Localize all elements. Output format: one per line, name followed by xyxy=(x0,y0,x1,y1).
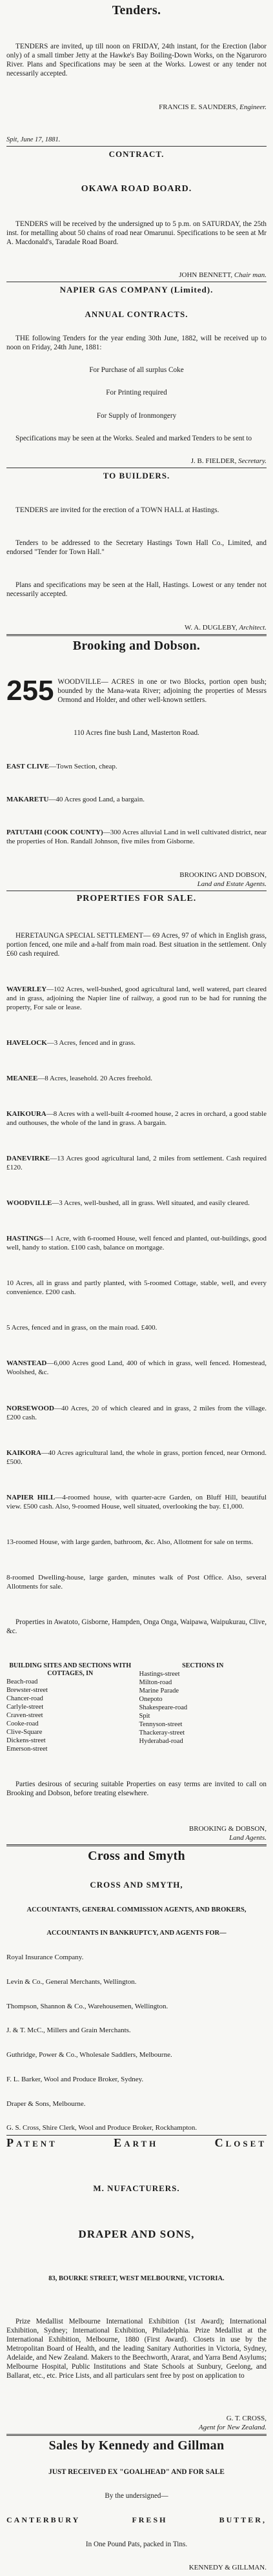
street-item: Cooke-road xyxy=(6,1720,39,1727)
street-item: Carlyle-street xyxy=(6,1703,44,1711)
agency-item: G. S. Cross, Shire Clerk, Wool and Produce Broker, Rockhampton. xyxy=(6,2124,197,2132)
lot-item: HAVELOCK—3 Acres, fenced and in grass. xyxy=(6,1038,136,1047)
lot-item: NAPIER HILL—4-roomed house, with quarter-acre Garden, on Bluff Hill, beautiful view. £500 cash. Also, 9-roomed House, well situated, overlooking the bay. £1,000. xyxy=(6,1493,267,1510)
lot-item: 5 Acres, fenced and in grass, on the main road. £400. xyxy=(6,1324,157,1332)
lot-item: 13-roomed House, with large garden, bathroom, &c. Also, Allotment for sale on terms. xyxy=(6,1538,254,1546)
gas-note: Specifications may be seen at the Works. Sealed and marked Tenders to be sent to xyxy=(15,435,252,442)
street-item: Spit xyxy=(139,1712,150,1720)
lot-item: WAVERLEY—102 Acres, well-bushed, good agricultural land, well watered, part cleared and in grass, adjoining the Napier line of railway, a good run to be had for running the property, For sale or lease. xyxy=(6,985,267,1011)
lot-item: 8-roomed Dwelling-house, large garden, minutes walk of Post Office. Also, several Allotments for sale. xyxy=(6,1573,267,1591)
okawa-heading: OKAWA ROAD BOARD. xyxy=(81,184,192,194)
divider xyxy=(6,146,267,147)
builders-body-3: Plans and specifications may be seen at the Hall, Hastings. Lowest or any tender not necessarily accepted. xyxy=(6,581,267,599)
agency-item: F. L. Barker, Wool and Produce Broker, Sydney. xyxy=(6,2075,144,2083)
patent-signature: G. T. CROSS, Agent for New Zealand. xyxy=(198,2414,267,2431)
column-heading: BUILDING SITES AND SECTIONS WITH COTTAGES, IN xyxy=(9,1662,132,1677)
cross-firm: CROSS AND SMYTH, xyxy=(90,1879,183,1890)
kennedy-heading: Sales by Kennedy and Gillman xyxy=(48,2438,225,2453)
street-item: Dickens-street xyxy=(6,1736,46,1744)
agency-item: Thompson, Shannon & Co., Warehousemen, Wellington. xyxy=(6,2002,168,2010)
street-item: Thackeray-street xyxy=(139,1729,185,1736)
cross-notice xyxy=(6,1848,267,2132)
gas-body: THE following Tenders for the year ending 30th June, 1882, will be received up to noon on Friday, 24th June, 1881: xyxy=(6,334,267,351)
street-item: Hastings-street xyxy=(139,1670,180,1678)
divider xyxy=(6,1844,267,1846)
brooking-extra: 110 Acres fine bush Land, Masterton Road. xyxy=(74,729,199,737)
towns-line: Properties in Awatoto, Gisborne, Hampden, Onga Onga, Waipawa, Waipukurau, Clive, &c. xyxy=(6,1618,267,1635)
cross-heading: Cross and Smyth xyxy=(88,1849,185,1864)
agency-item: Royal Insurance Company. xyxy=(6,1953,84,1962)
properties-heading: PROPERTIES FOR SALE. xyxy=(76,893,197,903)
gas-item: For Purchase of all surplus Coke xyxy=(89,366,184,375)
street-item: Beach-road xyxy=(6,1678,38,1685)
gas-signature: J. B. FIELDER, Secretary. xyxy=(190,457,267,466)
kennedy-line-1: JUST RECEIVED EX "GOALHEAD" AND FOR SALE xyxy=(48,2468,225,2477)
brooking-signature: BROOKING AND DOBSON, Land and Estate Agents. xyxy=(179,871,267,888)
lot-item: KAIKORA—40 Acres agricultural land, the whole in grass, portion fenced, near Ormond. £500. xyxy=(6,1448,267,1466)
street-item: Onepoto xyxy=(139,1695,163,1703)
sections-column-left xyxy=(6,1662,134,1753)
gas-item: For Supply of Ironmongery xyxy=(96,411,177,420)
lot-item: HASTINGS—1 Acre, with 6-roomed House, well fenced and planted, out-buildings, good well, handy to station. £100 cash, balance on mortgage. xyxy=(6,1235,267,1252)
lot-item: WOODVILLE—3 Acres, well-bushed, all in grass. Well situated, and easily cleared. xyxy=(6,1199,250,1208)
cross-line-2: ACCOUNTANTS IN BANKRUPTCY, AND AGENTS FOR— xyxy=(46,1930,227,1937)
tenders-body: TENDERS are invited, up till noon on FRIDAY, 24th instant, for the Erection (labor only) of a small timber Jetty at the Hawke's Bay Boiling-Down Works, on the Ngaruroro River. Plans and Specifications may be seen at the Works. Lowest or any tender not necessarily accepted. xyxy=(6,43,267,78)
builders-body-2: Tenders to be addressed to the Secretary Hastings Town Hall Co., Limited, and endorsed "Tender for Town Hall." xyxy=(6,539,267,557)
draper-heading: DRAPER AND SONS, xyxy=(78,2228,195,2241)
agency-item: Levin & Co., General Merchants, Wellington. xyxy=(6,1977,137,1986)
contract-signature: JOHN BENNETT, Chair man. xyxy=(179,271,267,279)
acreage-number: 255 xyxy=(6,675,54,707)
contract-body: TENDERS will be received by the undersigned up to 5 p.m. on SATURDAY, the 25th inst. for metalling about 50 chains of road near Omarunui. Specifications to be seen at Mr A. Macdonald's, Taradale Road Board. xyxy=(6,220,267,246)
street-list xyxy=(6,1678,134,1753)
tenders-notice xyxy=(6,3,267,144)
lot-item: MEANEE—8 Acres, leasehold. 20 Acres freehold. xyxy=(6,1075,153,1083)
gas-heading: NAPIER GAS COMPANY (Limited). xyxy=(59,285,214,295)
cross-line-1: ACCOUNTANTS, GENERAL COMMISSION AGENTS, AND BROKERS, xyxy=(26,1906,247,1913)
gas-item: For Printing required xyxy=(106,389,167,397)
lot-item: KAIKOURA—8 Acres with a well-built 4-roomed house, 2 acres in orchard, a good stable and outhouses, the whole of the land in grass. A bargain. xyxy=(6,1110,267,1128)
lot-item: NORSEWOOD—40 Acres, 20 of which cleared and in grass, 2 miles from the village. £200 cash. xyxy=(6,1404,267,1421)
builders-signature: W. A. DUGLEBY, Architect. xyxy=(184,623,267,632)
divider xyxy=(6,2135,267,2136)
brooking-notice xyxy=(6,638,267,889)
properties-footer: Parties desirous of securing suitable Properties on easy terms are invited to call on Brooking and Dobson, before treating elsewhere. xyxy=(6,1780,267,1797)
lot-item: DANEVIRKE—13 Acres good agricultural land, 2 miles from settlement. Cash required £120. xyxy=(6,1155,267,1172)
woodville-block xyxy=(6,677,267,705)
patent-body: Prize Medallist Melbourne International Exhibition (1st Award); International Exhibition, Sydney; International Exhibition, Philadelphia. Prize Medallist at the International Exhibition, Melbourne, 1880 (First Award). Closets in use by the Metropolitan Board of Health, and the leading Sanitary Authorities in Victoria, Sydney, Adelaide, and New Zealand. Makers to the Beechworth, Ararat, and Yarra Bend Asylums; Melbourne Hospital, Public Institutions and State Schools at Sunbury, Geelong, and Ballarat, etc., etc. Price Lists, and all particulars sent free by post on application to xyxy=(6,2317,267,2380)
patent-heading: PATENT EARTH CLOSET xyxy=(6,2137,267,2149)
heretaunga-block: HERETAUNGA SPECIAL SETTLEMENT— 69 Acres, 97 of which in English grass, portion fenced, one mile and a-half from main road. Best situation in the settlement. Only £60 cash required. xyxy=(6,931,267,958)
properties-notice xyxy=(6,893,267,1842)
woodville-lead: WOODVILLE— ACRES in one or two Blocks, portion open bush; bounded by the Mana-wata River; adjoining the properties of Messrs Ormond and Holder, and other well-known settlers. xyxy=(57,678,267,705)
gas-subheading: ANNUAL CONTRACTS. xyxy=(85,309,188,320)
kennedy-signature: KENNEDY & GILLMAN. xyxy=(188,2563,267,2571)
kennedy-line-3: In One Pound Pats, packed in Tins. xyxy=(85,2540,188,2548)
column-heading: SECTIONS IN xyxy=(182,1662,224,1669)
street-item: Clive-Square xyxy=(6,1728,43,1736)
street-item: Hyderabad-road xyxy=(139,1737,183,1745)
butter-heading: CANTERBURY FRESH BUTTER, xyxy=(6,2515,267,2525)
kennedy-line-2: By the undersigned— xyxy=(105,2491,168,2500)
agency-item: Guthridge, Power & Co., Wholesale Saddlers, Melbourne. xyxy=(6,2051,172,2059)
tenders-date: Spit, June 17, 1881. xyxy=(6,136,61,143)
builders-notice xyxy=(6,470,267,632)
sections-column-right xyxy=(139,1662,267,1753)
patent-subtitle: M. NUFACTURERS. xyxy=(93,2183,180,2193)
tenders-signature: FRANCIS E. SAUNDERS, Engineer. xyxy=(159,103,267,111)
builders-heading: TO BUILDERS. xyxy=(103,471,170,481)
lot-item: PATUTAHI (COOK COUNTY)—300 Acres alluvial Land in well cultivated district, near the properties of Hon. Randall Johnson, five miles from Gisborne. xyxy=(6,829,267,846)
agency-item: J. & T. McC., Millers and Grain Merchants. xyxy=(6,2026,131,2035)
street-item: Shakespeare-road xyxy=(139,1704,188,1711)
street-item: Chancer-road xyxy=(6,1695,43,1702)
lot-item: MAKARETU—40 Acres good Land, a bargain. xyxy=(6,796,145,804)
tenders-heading: Tenders. xyxy=(112,3,161,17)
lot-item: EAST CLIVE—Town Section, cheap. xyxy=(6,762,117,770)
builders-body-1: TENDERS are invited for the erection of a TOWN HALL at Hastings. xyxy=(15,506,219,514)
sections-columns xyxy=(6,1662,267,1753)
properties-signature: BROOKING & DOBSON, Land Agents. xyxy=(188,1825,267,1842)
agency-item: Draper & Sons, Melbourne. xyxy=(6,2099,86,2108)
street-item: Tennyson-street xyxy=(139,1720,183,1728)
divider xyxy=(6,2434,267,2436)
lot-item: WANSTEAD—6,000 Acres good Land, 400 of which in grass, well fenced. Homestead, Woolshed, &c. xyxy=(6,1359,267,1377)
lot-item: 10 Acres, all in grass and partly planted, with 5-roomed Cottage, stable, well, and every convenience. £200 cash. xyxy=(6,1279,267,1297)
street-item: Craven-street xyxy=(6,1711,43,1719)
patent-notice xyxy=(6,2138,267,2432)
draper-address: 83, BOURKE STREET, WEST MELBOURNE, VICTORIA. xyxy=(48,2275,225,2283)
street-item: Marine Parade xyxy=(139,1687,179,1695)
street-item: Brewster-street xyxy=(6,1686,48,1694)
street-item: Emerson-street xyxy=(6,1745,48,1753)
contract-heading: CONTRACT. xyxy=(108,149,165,160)
gas-notice xyxy=(6,284,267,466)
street-item: Milton-road xyxy=(139,1678,172,1686)
street-list xyxy=(139,1670,267,1746)
divider xyxy=(6,634,267,636)
contract-notice xyxy=(6,149,267,280)
brooking-heading: Brooking and Dobson. xyxy=(72,638,201,653)
kennedy-notice xyxy=(6,2438,267,2572)
